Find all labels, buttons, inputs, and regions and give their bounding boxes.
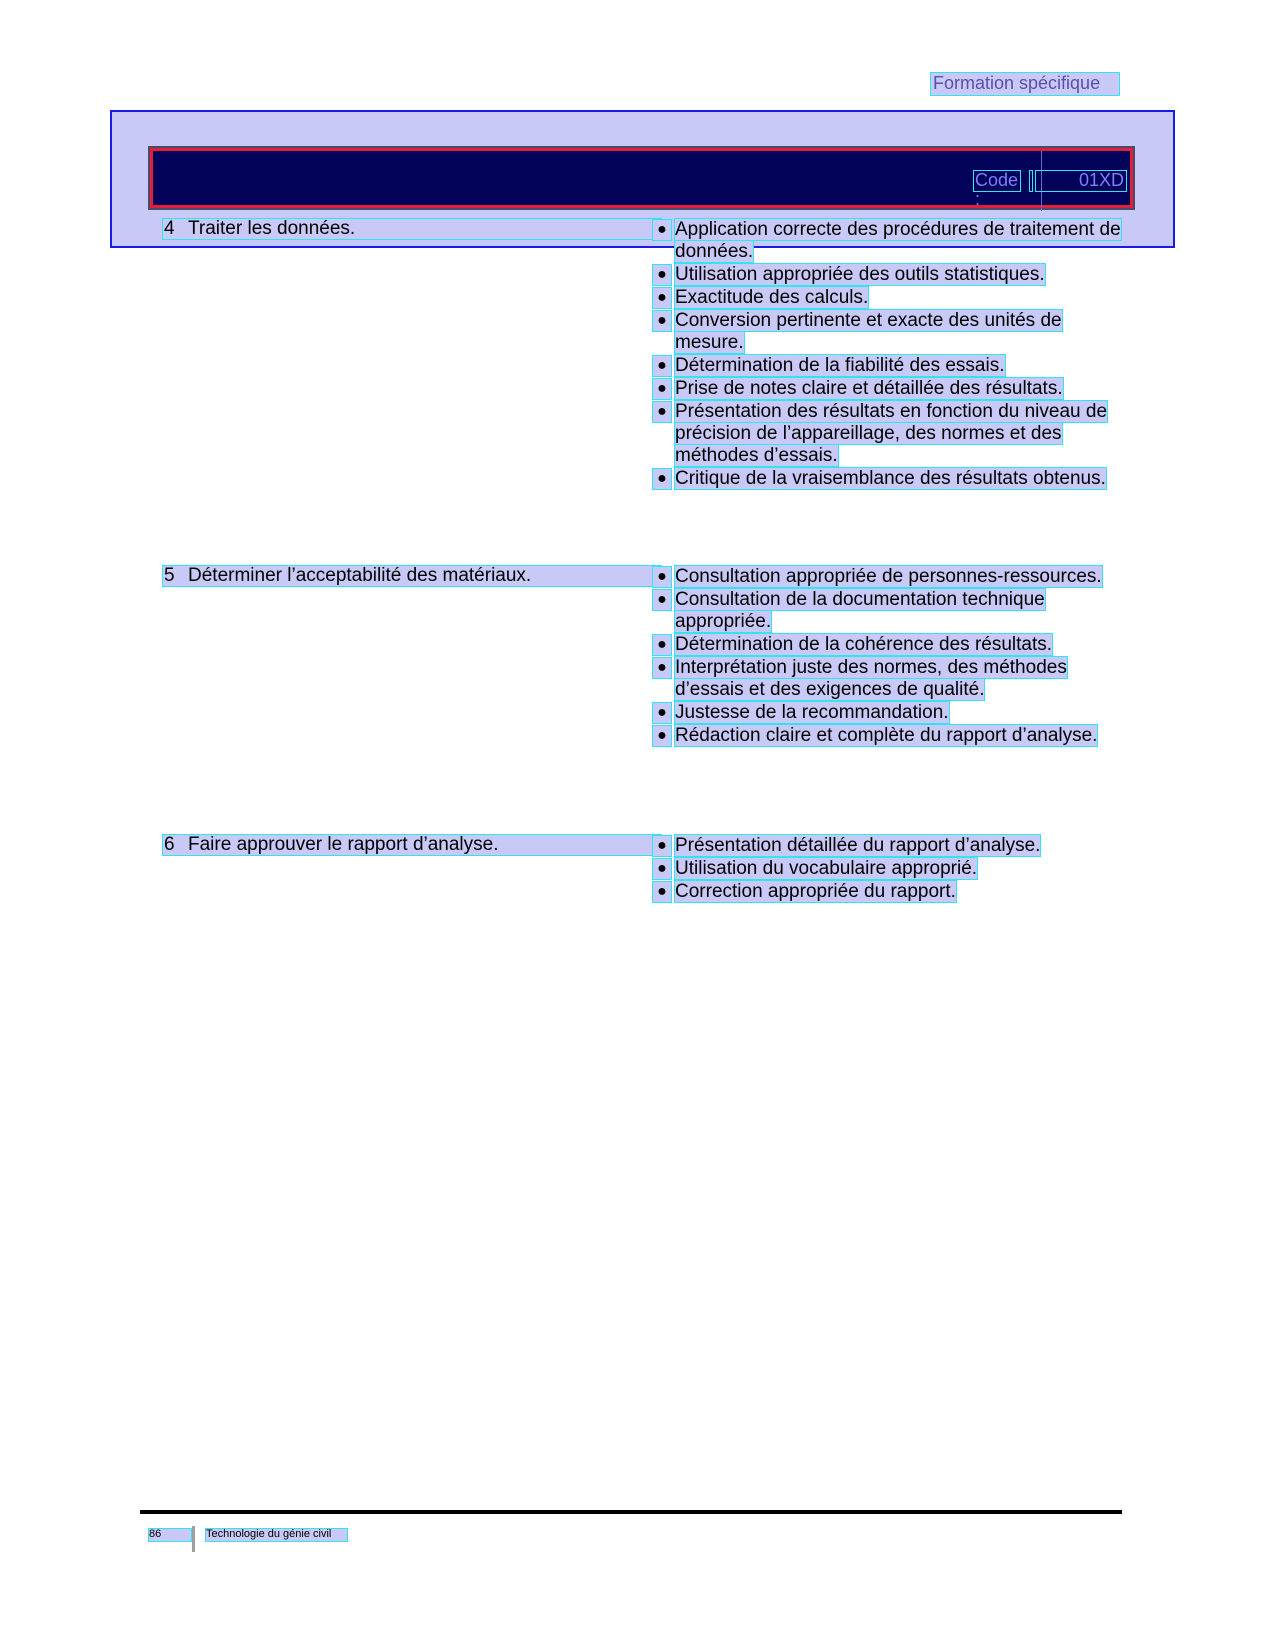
list-item <box>652 634 1122 656</box>
list-item <box>652 858 1122 880</box>
footer-divider <box>192 1526 195 1552</box>
task-label: Traiter les données. <box>188 218 356 239</box>
list-item <box>652 401 1122 467</box>
task-label: Faire approuver le rapport d’analyse. <box>188 834 499 855</box>
list-item <box>652 881 1122 903</box>
footer-page-number: 86 <box>148 1528 192 1542</box>
bullet-icon: ● <box>652 355 672 377</box>
bullet-icon: ● <box>652 219 672 241</box>
criterion-text: Consultation appropriée de personnes-ressources. <box>675 566 1102 587</box>
list-item <box>652 835 1122 857</box>
bullet-icon: ● <box>652 858 672 880</box>
criterion-text: Détermination de la cohérence des résultats. <box>675 634 1053 655</box>
criteria-list-4 <box>652 219 1122 491</box>
task-number: 4 <box>164 218 175 239</box>
list-item <box>652 589 1122 633</box>
list-item <box>652 725 1122 747</box>
criterion-text: Justesse de la recommandation. <box>675 702 949 723</box>
bullet-icon: ● <box>652 566 672 588</box>
criterion-text: Correction appropriée du rapport. <box>675 881 956 902</box>
bullet-icon: ● <box>652 881 672 903</box>
bullet-icon: ● <box>652 468 672 490</box>
criterion-text: Critique de la vraisemblance des résultats obtenus. <box>675 468 1106 489</box>
criterion-text: Exactitude des calculs. <box>675 287 869 308</box>
code-separator <box>1029 170 1033 192</box>
bullet-icon: ● <box>652 378 672 400</box>
footer-rule <box>140 1510 1122 1514</box>
criterion-text: Présentation détaillée du rapport d’analyse. <box>675 835 1041 856</box>
criterion-text: Présentation des résultats en fonction du niveau de précision de l’appareillage, des normes et des méthodes d’essais. <box>675 401 1108 466</box>
bullet-icon: ● <box>652 589 672 611</box>
list-item <box>652 264 1122 286</box>
criterion-text: Prise de notes claire et détaillée des résultats. <box>675 378 1063 399</box>
bullet-icon: ● <box>652 287 672 309</box>
bullet-icon: ● <box>652 634 672 656</box>
task-number: 6 <box>164 834 175 855</box>
list-item <box>652 310 1122 354</box>
running-head: Formation spécifique <box>930 72 1120 96</box>
task-number: 5 <box>164 565 175 586</box>
list-item <box>652 287 1122 309</box>
task-6 <box>162 834 662 856</box>
criterion-text: Utilisation appropriée des outils statistiques. <box>675 264 1045 285</box>
bullet-icon: ● <box>652 702 672 724</box>
list-item <box>652 702 1122 724</box>
code-bar <box>150 148 1133 208</box>
list-item <box>652 657 1122 701</box>
list-item <box>652 219 1122 263</box>
list-item <box>652 468 1122 490</box>
code-label: Code : <box>973 170 1021 192</box>
criteria-list-5 <box>652 566 1122 748</box>
list-item <box>652 355 1122 377</box>
list-item <box>652 378 1122 400</box>
task-label: Déterminer l’acceptabilité des matériaux. <box>188 565 532 586</box>
bullet-icon: ● <box>652 835 672 857</box>
criterion-text: Rédaction claire et complète du rapport d’analyse. <box>675 725 1098 746</box>
criterion-text: Utilisation du vocabulaire approprié. <box>675 858 978 879</box>
list-item <box>652 566 1122 588</box>
criterion-text: Interprétation juste des normes, des méthodes d’essais et des exigences de qualité. <box>675 657 1067 700</box>
criterion-text: Application correcte des procédures de traitement de données. <box>675 219 1121 262</box>
criteria-list-6 <box>652 835 1122 904</box>
criterion-text: Détermination de la fiabilité des essais. <box>675 355 1005 376</box>
criterion-text: Conversion pertinente et exacte des unités de mesure. <box>675 310 1062 353</box>
footer-title: Technologie du génie civil <box>205 1528 348 1542</box>
task-5 <box>162 565 662 587</box>
bullet-icon: ● <box>652 725 672 747</box>
task-4 <box>162 218 662 240</box>
bullet-icon: ● <box>652 401 672 423</box>
bullet-icon: ● <box>652 310 672 332</box>
code-value: 01XD <box>1035 170 1127 192</box>
criterion-text: Consultation de la documentation technique appropriée. <box>675 589 1045 632</box>
bullet-icon: ● <box>652 264 672 286</box>
bullet-icon: ● <box>652 657 672 679</box>
